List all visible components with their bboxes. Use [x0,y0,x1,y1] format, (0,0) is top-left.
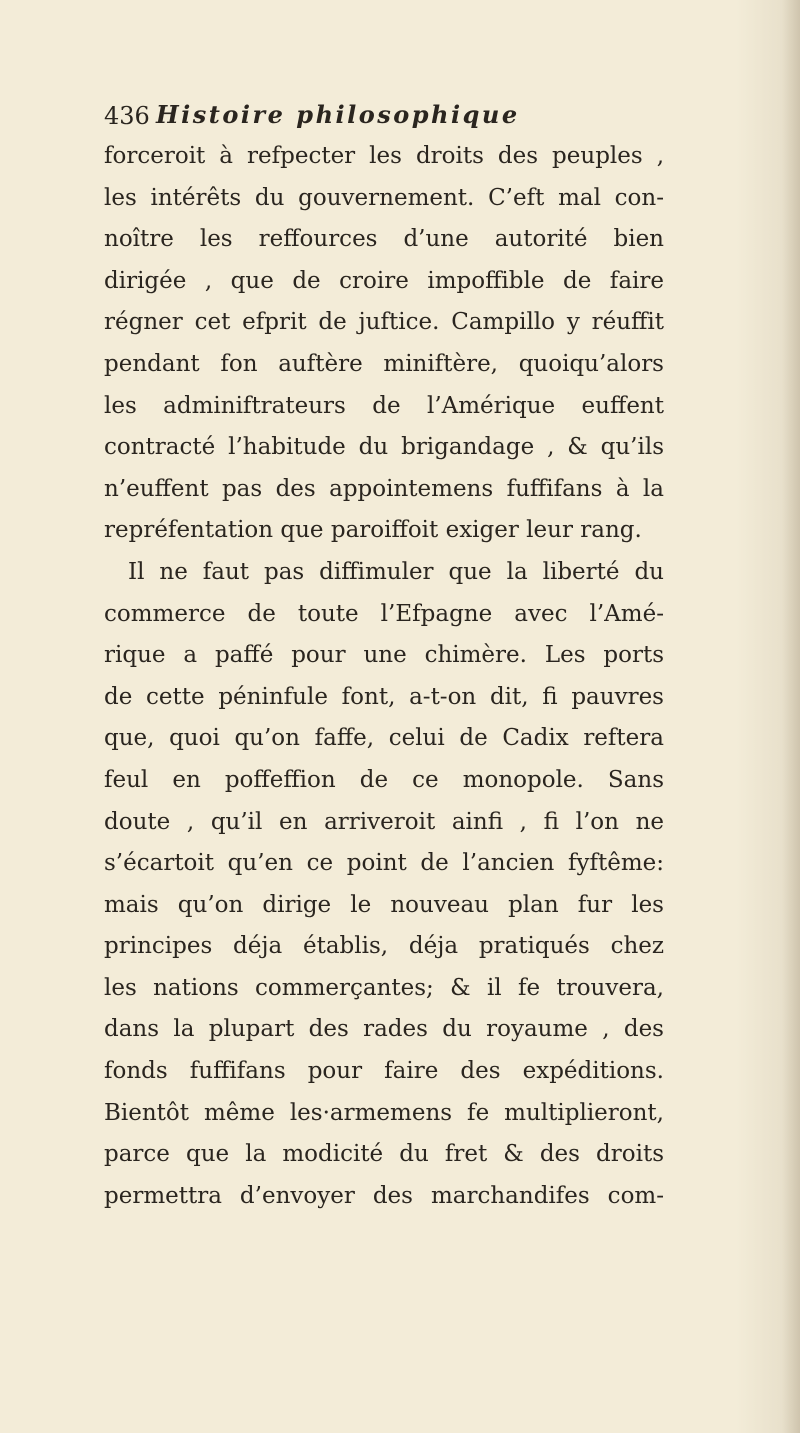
text-line: permettra d’envoyer des marchandifes com- [104,1182,664,1209]
text-line: doute , qu’il en arriveroit ainfi , fi l’on ne [104,808,664,835]
text-line: dirigée , que de croire impoffible de faire [104,267,664,294]
text-line: dans la plupart des rades du royaume , des [104,1016,664,1043]
text-line: fonds fuffifans pour faire des expéditions. [104,1058,664,1085]
running-title: Histoire philosophique [156,100,520,129]
text-line: parce que la modicité du fret & des droits [104,1141,664,1168]
page-header [104,100,664,136]
text-line: les adminiftrateurs de l’Amérique euffent [104,392,664,419]
text-line: repréfentation que paroiffoit exiger leur rang. [104,517,642,544]
text-line: mais qu’on dirige le nouveau plan fur les [104,891,664,918]
text-line: régner cet efprit de juftice. Campillo y réuffit [104,309,664,336]
text-line: rique a paffé pour une chimère. Les ports [104,642,664,669]
text-line: pendant fon auftère miniftère, quoiqu’alors [104,350,664,377]
text-line: commerce de toute l’Efpagne avec l’Amé- [104,600,664,627]
text-line: s’écartoit qu’en ce point de l’ancien fyftême: [104,850,664,877]
page-edge-shadow [782,0,800,1433]
text-line: noître les reffources d’une autorité bien [104,226,664,253]
text-line: de cette péninfule font, a-t-on dit, fi pauvres [104,683,664,710]
page-number: 436 [104,102,150,130]
text-line: Bientôt même les·armemens fe multiplieront, [104,1099,664,1126]
text-line: que, quoi qu’on faffe, celui de Cadix reftera [104,725,664,752]
body-text [104,136,664,1217]
text-line: forceroit à refpecter les droits des peuples , [104,143,664,169]
text-line: feul en poffeffion de ce monopole. Sans [104,766,664,793]
text-line: contracté l’habitude du brigandage , & qu’ils [104,434,664,461]
text-line: les intérêts du gouvernement. C’eft mal con- [104,184,664,211]
text-line: principes déja établis, déja pratiqués chez [104,933,664,960]
text-line: Il ne faut pas diffimuler que la liberté du [128,558,664,585]
text-line: les nations commerçantes; & il fe trouvera, [104,974,664,1001]
text-line: n’euffent pas des appointemens fuffifans à la [104,475,664,502]
